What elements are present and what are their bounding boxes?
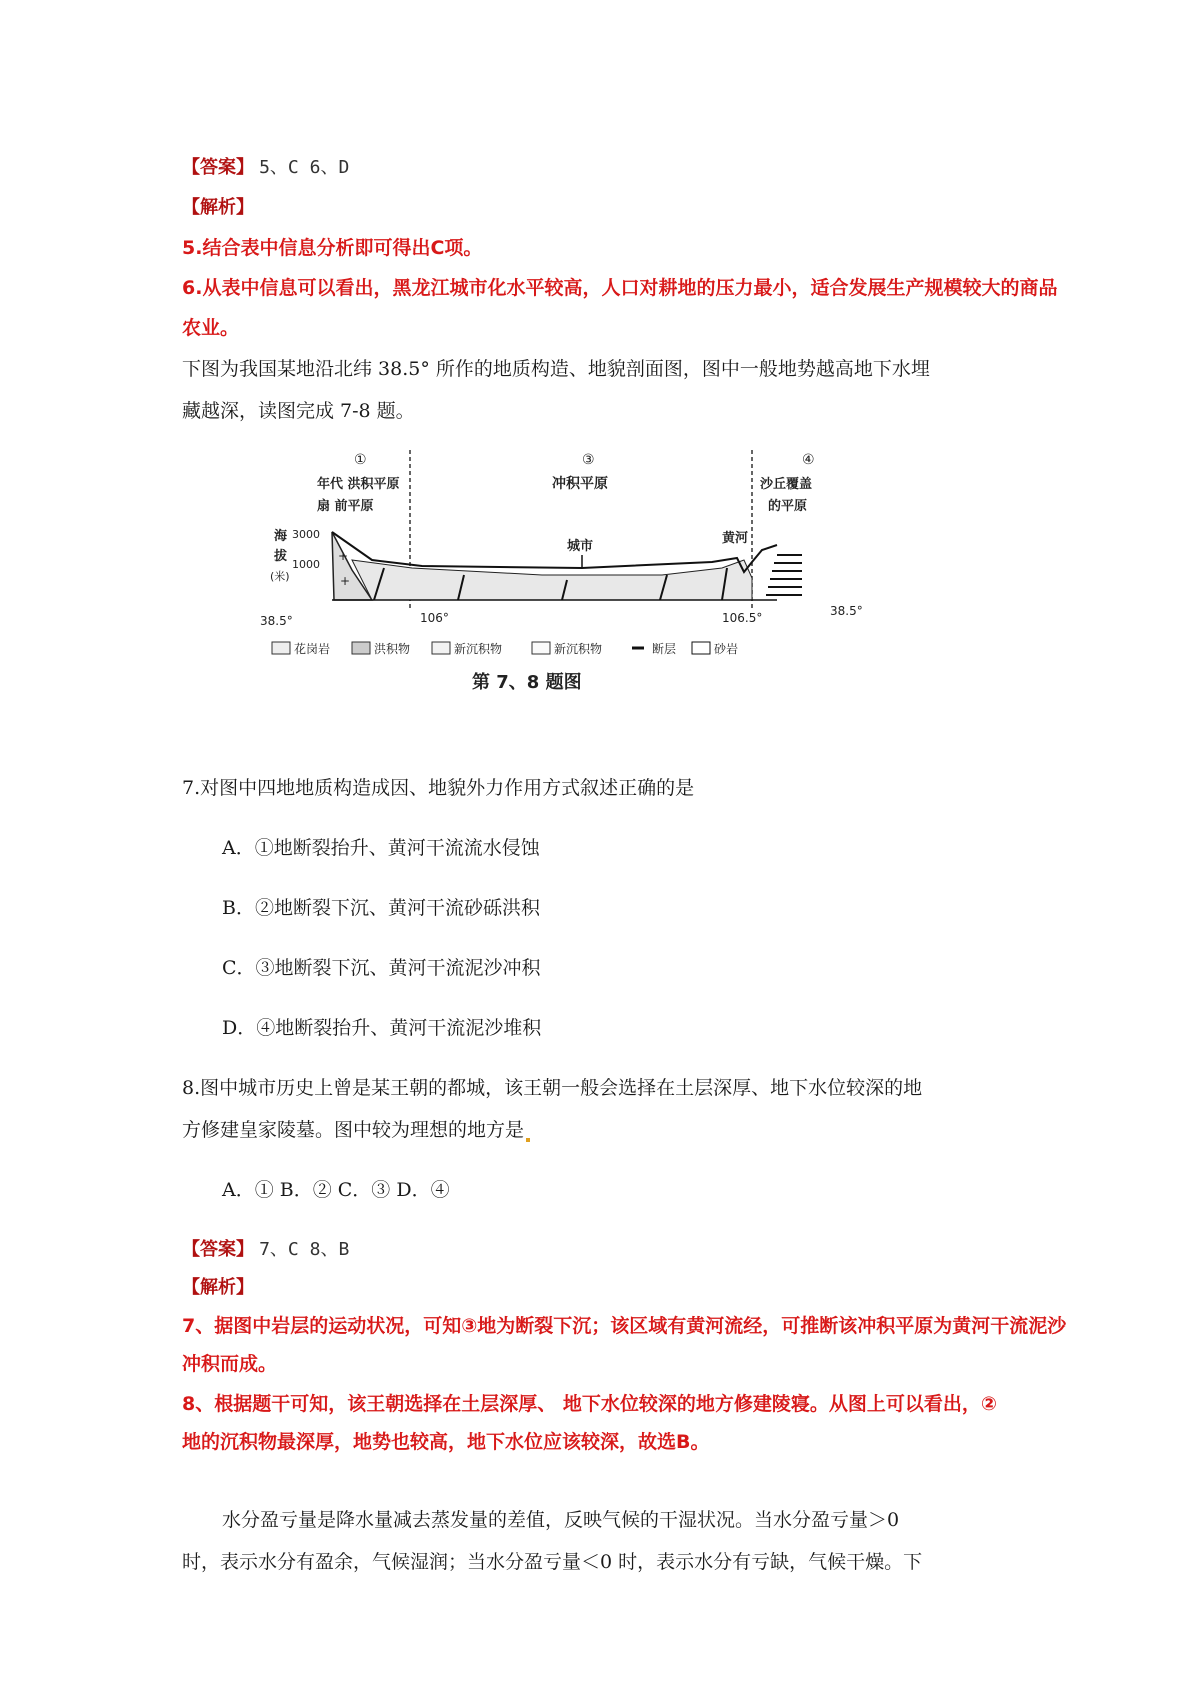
lat-right-label: 38.5° bbox=[830, 604, 863, 618]
q7-option-c: C．③地断裂下沉、黄河干流泥沙冲积 bbox=[222, 957, 541, 979]
legend-item-4: 新沉积物 bbox=[554, 642, 603, 656]
y-axis-label-c: (米) bbox=[270, 570, 290, 583]
q7-stem: 7.对图中四地地质构造成因、地貌外力作用方式叙述正确的是 bbox=[182, 777, 695, 799]
answer-tag: 【答案】 bbox=[182, 157, 254, 178]
answer-text-bottom: 7、C 8、B bbox=[259, 1239, 350, 1260]
q8-line-2 bbox=[182, 1115, 530, 1142]
q8-line-1: 8.图中城市历史上曾是某王朝的都城，该王朝一般会选择在土层深厚、地下水位较深的地 bbox=[182, 1077, 923, 1099]
lat-left-label: 38.5° bbox=[260, 614, 293, 628]
figure-caption: 第 7、8 题图 bbox=[472, 672, 582, 693]
circle-label-1: ① bbox=[354, 452, 367, 468]
granite-plus-2: + bbox=[340, 574, 351, 588]
region-label-4b: 的平原 bbox=[768, 499, 808, 514]
analysis-line-8: 8、根据题干可知，该王朝选择在土层深厚、 地下水位较深的地方修建陵寝。从图上可以看出，② bbox=[182, 1393, 997, 1415]
answer-heading-bottom bbox=[182, 1235, 349, 1261]
city-label: 城市 bbox=[567, 539, 594, 554]
q8-options: A．① B．② C．③ D．④ bbox=[222, 1179, 450, 1201]
legend-swatch-6 bbox=[692, 642, 710, 654]
legend-item-2: 洪积物 bbox=[374, 642, 411, 656]
analysis-line-7: 7、据图中岩层的运动状况，可知③地为断裂下沉；该区域有黄河流经，可推断该冲积平原为黄河干流泥沙 bbox=[182, 1315, 1067, 1337]
answer-tag-bottom: 【答案】 bbox=[182, 1239, 254, 1260]
granite-plus-1: + bbox=[338, 549, 349, 563]
legend-swatch-4 bbox=[532, 642, 550, 654]
legend-item-3: 新沉积物 bbox=[454, 642, 503, 656]
river-label: 黄河 bbox=[722, 531, 749, 546]
region-label-1: 年代 洪积平原 bbox=[317, 477, 400, 492]
q7-option-a: A．①地断裂抬升、黄河干流流水侵蚀 bbox=[222, 837, 540, 859]
sandstone-layers bbox=[766, 555, 802, 595]
mark-dot bbox=[526, 1138, 530, 1142]
q8-line-2-text: 方修建皇家陵墓。图中较为理想的地方是 bbox=[182, 1119, 525, 1141]
analysis-line-8b: 地的沉积物最深厚，地势也较高，地下水位应该较深，故选B。 bbox=[182, 1431, 710, 1453]
answer-text: 5、C 6、D bbox=[259, 157, 350, 178]
answer-heading-top bbox=[182, 153, 349, 179]
q7-option-b: B．②地断裂下沉、黄河干流砂砾洪积 bbox=[222, 897, 540, 919]
legend-swatch-2 bbox=[352, 642, 370, 654]
para-line-2: 时，表示水分有盈余，气候湿润；当水分盈亏量＜0 时，表示水分有亏缺，气候干燥。下 bbox=[182, 1551, 923, 1573]
legend-swatch-3 bbox=[432, 642, 450, 654]
y-tick-1000: 1000 bbox=[292, 558, 320, 571]
legend bbox=[272, 641, 738, 656]
circle-label-3: ③ bbox=[582, 452, 595, 468]
analysis-line-6: 6.从表中信息可以看出，黑龙江城市化水平较高，人口对耕地的压力最小，适合发展生产规模较大的商品 bbox=[182, 277, 1058, 299]
para-line-1: 水分盈亏量是降水量减去蒸发量的差值，反映气候的干湿状况。当水分盈亏量＞0 bbox=[222, 1509, 900, 1531]
analysis-line-6b: 农业。 bbox=[182, 317, 240, 339]
analysis-line-7b: 冲积而成。 bbox=[182, 1353, 278, 1375]
y-axis-label-b: 拔 bbox=[274, 549, 288, 564]
geologic-profile-figure bbox=[260, 450, 902, 740]
y-axis-label-a: 海 bbox=[274, 529, 288, 544]
legend-item-5: 断层 bbox=[652, 642, 677, 656]
y-tick-3000: 3000 bbox=[292, 528, 320, 541]
legend-swatch-1 bbox=[272, 642, 290, 654]
legend-item-1: 花岗岩 bbox=[294, 642, 331, 656]
lon-label-2: 106.5° bbox=[722, 611, 763, 625]
lon-label-1: 106° bbox=[420, 611, 449, 625]
legend-item-6: 砂岩 bbox=[714, 642, 739, 656]
q7-option-d: D．④地断裂抬升、黄河干流泥沙堆积 bbox=[222, 1017, 542, 1039]
analysis-tag: 【解析】 bbox=[182, 197, 254, 218]
intro-line-1: 下图为我国某地沿北纬 38.5° 所作的地质构造、地貌剖面图，图中一般地势越高地下水埋 bbox=[182, 358, 930, 380]
sediment-layer bbox=[352, 560, 752, 600]
region-label-3: 冲积平原 bbox=[552, 476, 608, 492]
analysis-tag-bottom: 【解析】 bbox=[182, 1277, 254, 1298]
region-label-1b: 扇 前平原 bbox=[317, 499, 374, 514]
intro-line-2: 藏越深，读图完成 7-8 题。 bbox=[182, 400, 415, 422]
analysis-line-5: 5.结合表中信息分析即可得出C项。 bbox=[182, 237, 483, 259]
circle-label-4: ④ bbox=[802, 452, 815, 468]
region-label-4a: 沙丘覆盖 bbox=[760, 477, 813, 492]
